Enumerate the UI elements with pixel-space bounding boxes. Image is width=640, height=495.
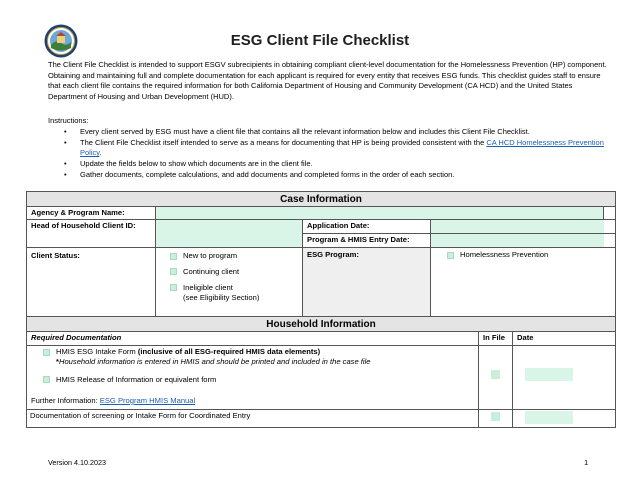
application-date-field[interactable] [431,220,604,233]
agency-field[interactable] [156,207,604,219]
page-number: 1 [584,458,589,467]
hoh-label: Head of Household Client ID: [27,220,156,247]
instructions-label: Instructions: [48,116,89,125]
page-title: ESG Client File Checklist [230,32,410,49]
date-field[interactable] [525,368,573,381]
required-documentation-header: Required Documentation [27,332,479,345]
checkbox-new[interactable] [170,253,177,260]
hoh-client-id-field[interactable] [156,220,303,247]
household-information-header: Household Information [27,317,615,332]
entry-date-field[interactable] [431,234,604,247]
in-file-checkbox[interactable] [491,412,500,421]
status-new[interactable]: New to program [170,251,288,261]
list-item: • Gather documents, complete calculations, and add documents and completed forms in the order of each section. [64,169,455,179]
list-item: • Every client served by ESG must have a client file that contains all the relevant information below and includes this Client File Checklist. [64,127,530,136]
table-row: HMIS ESG Intake Form (inclusive of all ESG-required HMIS data elements) *Household information is entered in HMIS and should be printed and included in the case file HMIS Release of Information or equivalent form Further Information: ESG Program HMIS Manual [27,346,615,410]
status-continuing[interactable]: Continuing client [170,267,288,277]
hmis-manual-link[interactable]: ESG Program HMIS Manual [99,396,196,405]
in-file-checkbox[interactable] [491,370,500,379]
status-ineligible[interactable]: Ineligible client (see Eligibility Section) [170,283,288,303]
instructions-list [64,127,612,180]
household-column-headers [27,332,615,346]
checkbox-continuing[interactable] [170,268,177,275]
esg-program-label: ESG Program: [303,248,431,316]
version-text: Version 4.10.2023 [48,458,106,467]
date-header: Date [517,333,534,342]
checkbox-hmis-release[interactable] [43,376,50,383]
entry-date-label: Program & HMIS Entry Date: [307,235,410,244]
case-information-header: Case Information [27,192,615,207]
hp-policy-link[interactable]: CA HCD Homelessness Prevention Policy [80,137,604,158]
intro-paragraph: The Client File Checklist is intended to support ESGV subrecipients in obtaining compliant client-level documentation for the Homelessness Prevention (HP) component. Obtaining and maintaining full and complete documentation for each applicant is required for every entity that receives ESG funds. This checklist guides staff to ensure that each client file contains the required information for both California Department of Housing and Community Development (CA HCD) and the United States Department of Housing and Urban Development (HUD). [48,60,607,101]
coordinated-entry-item: Documentation of screening or Intake Form for Coordinated Entry [27,410,479,427]
client-status-label: Client Status: [27,248,156,316]
checkbox-homelessness-prevention[interactable] [447,252,454,259]
application-date-label: Application Date: [303,220,430,234]
checkbox-ineligible[interactable] [170,284,177,291]
agency-label: Agency & Program Name: [27,207,156,219]
hoh-row [27,220,615,248]
agency-row [27,207,615,220]
checklist-table [26,191,616,428]
checkbox-hmis-intake[interactable] [43,349,50,356]
list-item: • Update the fields below to show which documents are in the client file. [64,158,313,168]
date-field[interactable] [525,411,573,424]
table-row [27,410,615,427]
client-status-options [156,248,303,316]
client-status-row [27,248,615,317]
in-file-header: In File [479,332,513,345]
list-item: • The Client File Checklist itself intended to serve as a means for documenting that HP is being provided consistent with the CA HCD Homelessness Prevention Policy. [64,137,604,158]
esg-program-options: Homelessness Prevention [431,248,615,316]
